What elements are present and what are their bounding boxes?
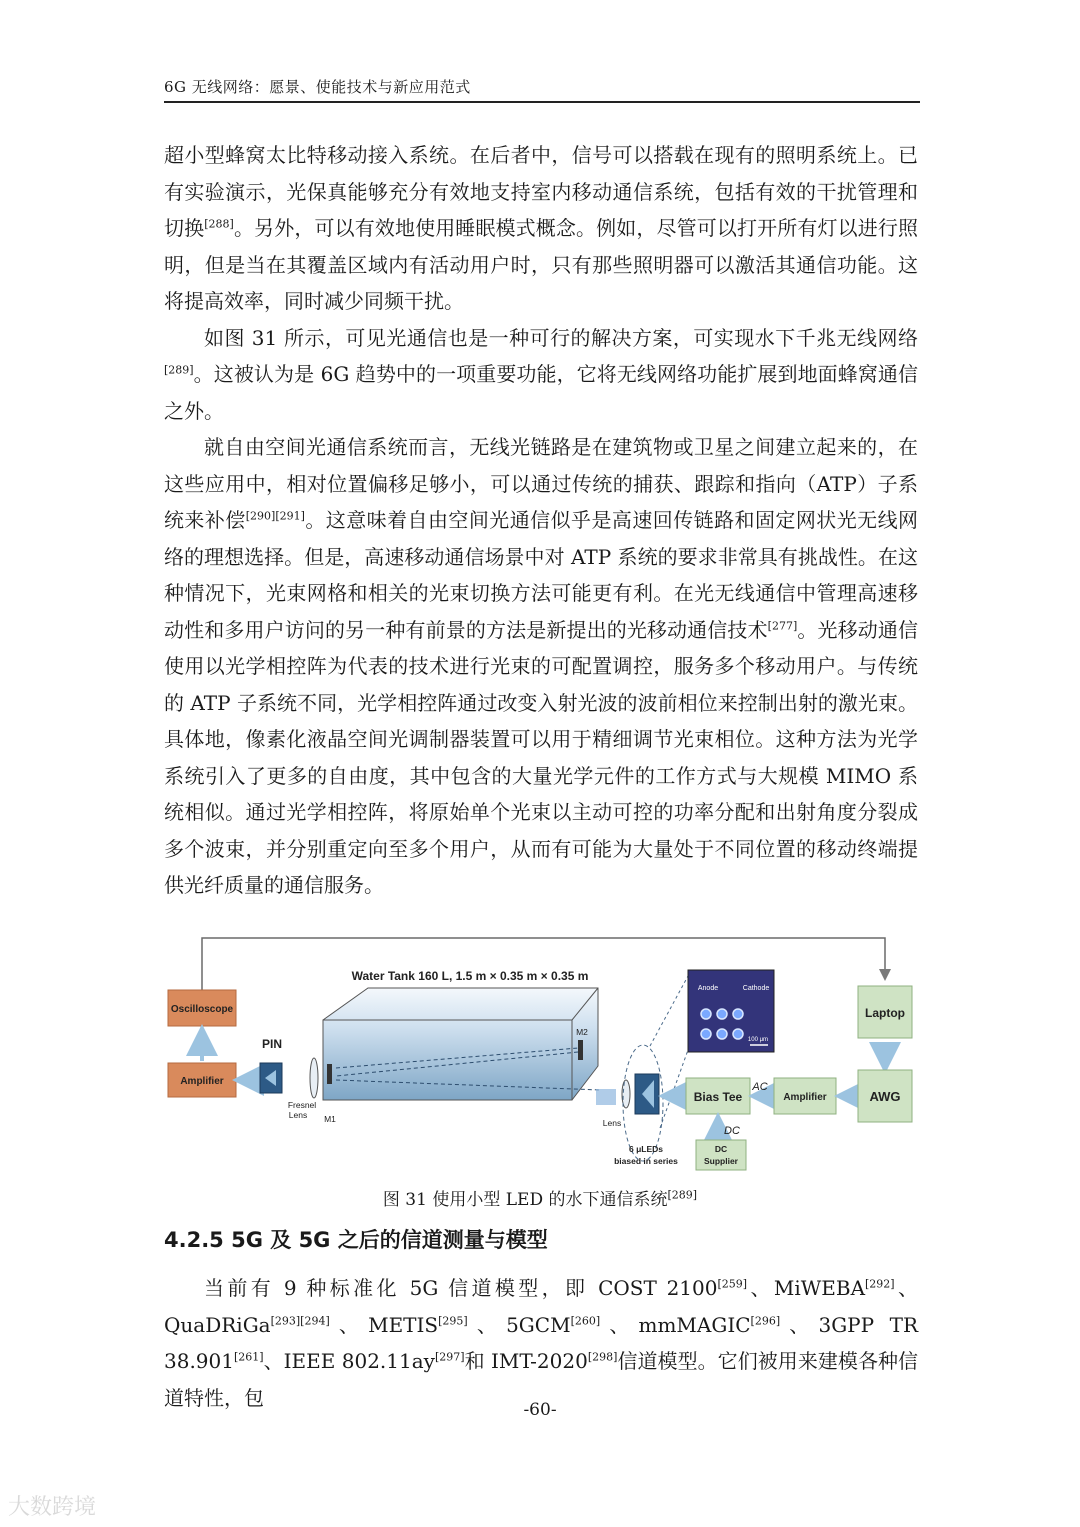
laptop-label: Laptop <box>865 1006 905 1020</box>
leds-label-1: 6 μLEDs <box>628 1144 664 1154</box>
paragraph-1: 超小型蜂窝太比特移动接入系统。在后者中，信号可以搭载在现有的照明系统上。已有实验演示，光保真能够充分有效地支持室内移动通信系统，包括有效的干扰管理和切换[288]。另外，可以有效地使用睡眠模式概念。例如，尽管可以打开所有灯以进行照明，但是当在其覆盖区域内有活动用户时，只有那些照明器可以激活其通信功能。这将提高效率，同时减少同频干扰。 <box>164 143 919 313</box>
fresnel-label: Fresnel <box>287 1100 317 1110</box>
figure-caption: 图 31 使用小型 LED 的水下通信系统[289] <box>382 1188 698 1210</box>
paragraph-2: 如图 31 所示，可见光通信也是一种可行的解决方案，可实现水下千兆无线网络[289]。这被认为是 6G 趋势中的一项重要功能，它将无线网络功能扩展到地面蜂窝通信之外。 <box>164 325 918 423</box>
zoom-line-top <box>650 976 688 1046</box>
m1-label: M1 <box>324 1114 336 1124</box>
leds-label-2: biased in series <box>614 1156 678 1166</box>
dc-label: DC <box>724 1125 740 1137</box>
scale-label: 100 μm <box>747 1037 769 1043</box>
oscilloscope-label: Oscilloscope <box>170 1004 234 1015</box>
running-header: 6G 无线网络：愿景、使能技术与新应用范式 <box>164 76 920 103</box>
mirror-m1 <box>327 1064 332 1084</box>
fresnel-lens-label: Lens <box>288 1110 308 1120</box>
citation: [289] <box>164 363 194 377</box>
zoom-line-bottom <box>660 1050 688 1128</box>
watermark: 大数跨境 <box>8 1495 97 1520</box>
system-diagram <box>160 928 926 1176</box>
cathode-label: Cathode <box>742 985 770 992</box>
tank-label: Water Tank 160 L, 1.5 m × 0.35 m × 0.35 m <box>351 969 589 983</box>
fresnel-lens <box>310 1058 318 1098</box>
bias-tee-label: Bias Tee <box>693 1090 743 1104</box>
mirror-m2 <box>578 1040 583 1060</box>
tx-lens-label: Lens <box>602 1118 622 1128</box>
paragraph-4: 当前有 9 种标准化 5G 信道模型，即 COST 2100[259]、MiWEBA[292]、QuaDRiGa[293][294]、METIS[295]、5GCM[260]、mmMAGIC[296]、3GPP TR 38.901[261]、IEEE 802.11ay[297]和 IMT-2020[298]信道模型。它们被用来建模各种信道特性，包 <box>164 1276 919 1410</box>
paragraph-3: 就自由空间光通信系统而言，无线光链路是在建筑物或卫星之间建立起来的，在这些应用中，相对位置偏移足够小，可以通过传统的捕获、跟踪和指向（ATP）子系统来补偿[290][291]。这意味着自由空间光通信似乎是高速回传链路和固定网状光无线网络的理想选择。但是，高速移动通信场景中对 ATP 系统的要求非常具有挑战性。在这种情况下，光束网格和相关的光束切换方法可能更有利。在光无线通信中管理高速移动性和多用户访问的另一种有前景的方法是新提出的光移动通信技术[277]。光移动通信使用以光学相控阵为代表的技术进行光束的可配置调控，服务多个移动用户。与传统的 ATP 子系统不同，光学相控阵通过改变入射光波的波前相位来控制出射的激光束。具体地，像素化液晶空间光调制器装置可以用于精细调节光束相位。这种方法为光学系统引入了更多的自由度，其中包含的大量光学元件的工作方式与大规模 MIMO 系统相似。通过光学相控阵，将原始单个光束以主动可控的功率分配和出射角度分裂成多个波束，并分别重定向至多个用户，从而有可能为大量处于不同位置的移动终端提供光纤质量的通信服务。 <box>164 435 919 897</box>
figure-31-underwater-system <box>160 928 926 1176</box>
section-heading: 4.2.5 5G 及 5G 之后的信道测量与模型 <box>164 1228 548 1252</box>
ac-label: AC <box>752 1081 768 1093</box>
body-text-block <box>164 137 918 904</box>
citation: [277] <box>767 618 798 632</box>
amplifier-right-label: Amplifier <box>783 1092 827 1103</box>
m2-label: M2 <box>576 1027 588 1037</box>
citation: [288] <box>204 217 234 231</box>
dc-supplier-label-2: Supplier <box>703 1156 739 1166</box>
citation: [290][291] <box>245 509 305 523</box>
dc-supplier-label-1: DC <box>714 1144 728 1154</box>
citation: [289] <box>667 1188 698 1202</box>
pin-label: PIN <box>261 1037 283 1051</box>
anode-label: Anode <box>697 985 719 992</box>
water-volume <box>323 988 598 1100</box>
amplifier-left-label: Amplifier <box>180 1076 224 1087</box>
light-beam <box>596 1089 616 1105</box>
awg-label: AWG <box>869 1089 901 1104</box>
page-number: -60- <box>523 1400 557 1420</box>
